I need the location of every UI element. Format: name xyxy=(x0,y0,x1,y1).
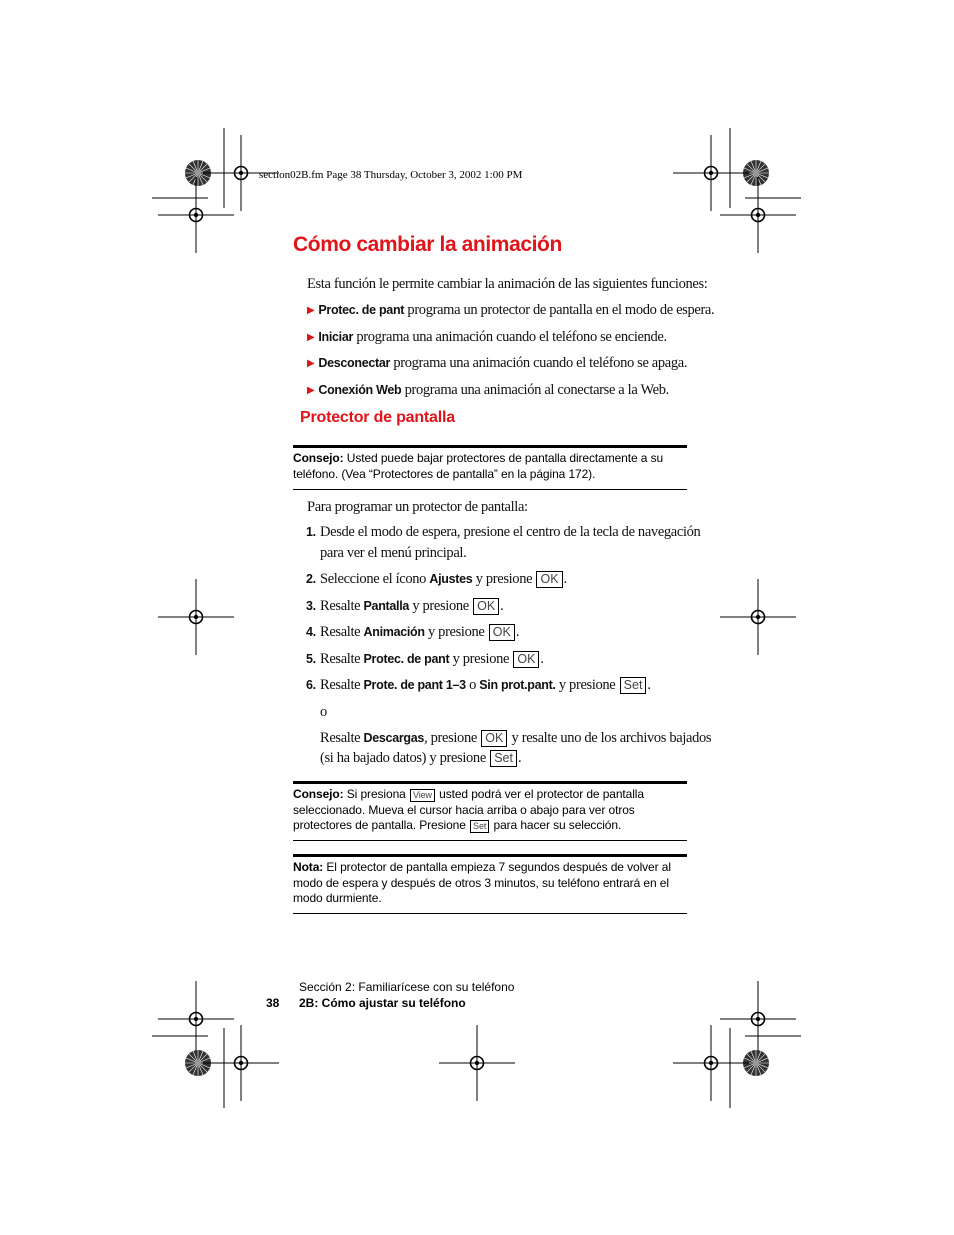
bullet-item: ▶ Desconectar programa una animación cuando el teléfono se apaga. xyxy=(307,355,688,371)
divider xyxy=(293,854,687,857)
tip-label: Consejo: xyxy=(293,787,344,801)
ok-key-icon: OK xyxy=(473,598,499,615)
arrow-bullet-icon: ▶ xyxy=(307,358,315,369)
ok-key-icon: OK xyxy=(489,624,515,641)
bullet-item: ▶ Iniciar programa una animación cuando el teléfono se enciende. xyxy=(307,329,667,345)
arrow-bullet-icon: ▶ xyxy=(307,305,315,316)
step-item: 2. Seleccione el ícono Ajustes y presione OK . xyxy=(306,571,567,587)
ok-key-icon: OK xyxy=(481,730,507,747)
tip-box: Consejo: Usted puede bajar protectores de pantalla directamente a su teléfono. (Vea “Protectores de pantalla” en la página 172). xyxy=(293,451,664,481)
arrow-bullet-icon: ▶ xyxy=(307,332,315,343)
divider xyxy=(293,840,687,841)
divider xyxy=(293,489,687,490)
bullet-item: ▶ Conexión Web programa una animación al conectarse a la Web. xyxy=(307,382,669,398)
step-item: 4. Resalte Animación y presione OK . xyxy=(306,624,520,640)
step-alternative: Resalte Descargas, presione OK y resalte uno de los archivos bajados xyxy=(320,730,712,746)
ok-key-icon: OK xyxy=(513,651,539,668)
arrow-bullet-icon: ▶ xyxy=(307,385,315,396)
ok-key-icon: OK xyxy=(536,571,562,588)
set-key-icon: Set xyxy=(490,750,517,767)
step-item: 5. Resalte Protec. de pant y presione OK . xyxy=(306,651,544,667)
step-item: 1. Desde el modo de espera, presione el centro de la tecla de navegación xyxy=(306,524,701,540)
intro-text: Esta función le permite cambiar la animación de las siguientes funciones: xyxy=(307,276,708,292)
tip-box: Consejo: Si presiona View usted podrá ver el protector de pantalla seleccionado. Mueva el cursor hacia arriba o abajo para ver otros protectores de pantalla. Presione Set para hacer su selección. xyxy=(293,787,644,832)
step-item-continuation: para ver el menú principal. xyxy=(320,545,467,561)
or-word: o xyxy=(320,704,327,720)
steps-intro: Para programar un protector de pantalla: xyxy=(307,499,528,515)
step-item: 6. Resalte Prote. de pant 1–3 o Sin prot.pant. y presione Set . xyxy=(306,677,651,693)
note-box: Nota: El protector de pantalla empieza 7 segundos después de volver al modo de espera y después de otros 3 minutos, su teléfono entrará en el modo durmiente. xyxy=(293,860,671,905)
set-key-icon: Set xyxy=(620,677,647,694)
step-item: 3. Resalte Pantalla y presione OK . xyxy=(306,598,504,614)
file-header: section02B.fm Page 38 Thursday, October 3, 2002 1:00 PM xyxy=(259,169,523,181)
footer-section: Sección 2: Familiarícese con su teléfono xyxy=(299,980,515,994)
bullet-item: ▶ Protec. de pant programa un protector de pantalla en el modo de espera. xyxy=(307,302,715,318)
divider xyxy=(293,913,687,914)
step-alternative-continuation: (si ha bajado datos) y presione Set . xyxy=(320,750,522,766)
footer-chapter: 2B: Cómo ajustar su teléfono xyxy=(299,996,466,1010)
divider xyxy=(293,445,687,448)
note-label: Nota: xyxy=(293,860,324,874)
section-subtitle: Protector de pantalla xyxy=(300,409,455,426)
page-title: Cómo cambiar la animación xyxy=(293,233,562,256)
view-key-icon: View xyxy=(410,789,435,802)
divider xyxy=(293,781,687,784)
tip-label: Consejo: xyxy=(293,451,344,465)
set-key-icon: Set xyxy=(470,820,489,833)
page-number: 38 xyxy=(266,996,280,1010)
